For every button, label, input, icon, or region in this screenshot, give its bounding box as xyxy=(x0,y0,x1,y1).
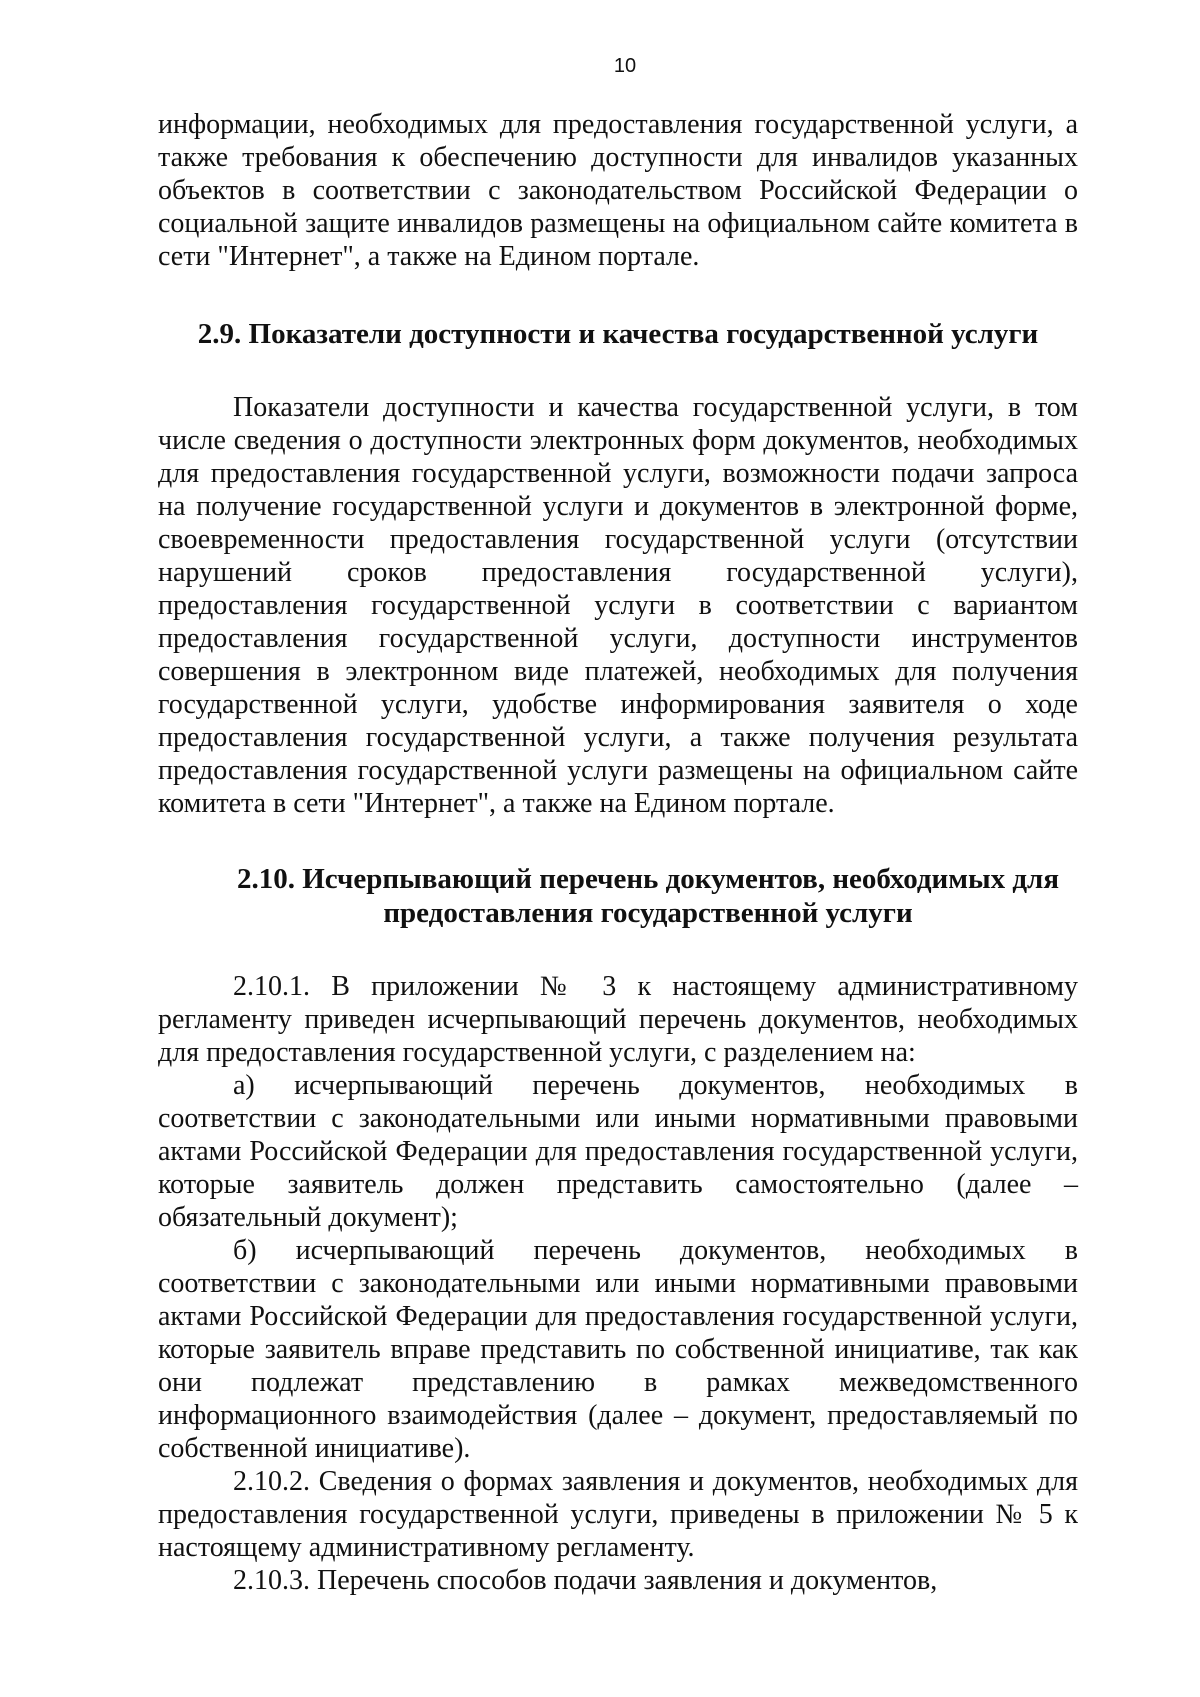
paragraph-2-10-3: 2.10.3. Перечень способов подачи заявления и документов, xyxy=(233,1565,938,1596)
list-item-a: а) исчерпывающий перечень документов, необходимых в соответствии с законодательными или иными нормативными правовыми актами Российской Федерации для предоставления государственной услуги, которые заявитель должен представить самостоятельно (далее – обязательный документ); xyxy=(158,1070,1078,1233)
intro-paragraph: информации, необходимых для предоставления государственной услуги, а также требования к обеспечению доступности для инвалидов указанных объектов в соответствии с законодательством Российской Федерации о социальной защите инвалидов размещены на официальном сайте комитета в сети "Интернет", а также на Едином портале. xyxy=(158,109,1078,272)
list-item-b: б) исчерпывающий перечень документов, необходимых в соответствии с законодательными или иными нормативными правовыми актами Российской Федерации для предоставления государственной услуги, которые заявитель вправе представить по собственной инициативе, так как они подлежат представлению в рамках межведомственного информационного взаимодействия (далее – документ, предоставляемый по собственной инициативе). xyxy=(158,1235,1078,1464)
document-body xyxy=(158,108,1078,1597)
section-2-10-heading: 2.10. Исчерпывающий перечень документов, необходимых для предоставления государственной услуги xyxy=(236,863,1060,929)
section-2-9-heading: 2.9. Показатели доступности и качества государственной услуги xyxy=(197,318,1039,350)
page-number: 10 xyxy=(613,55,637,77)
paragraph-2-10-1: 2.10.1. В приложении № 3 к настоящему административному регламенту приведен исчерпывающий перечень документов, необходимых для предоставления государственной услуги, с разделением на: xyxy=(158,971,1078,1068)
section-2-9-paragraph: Показатели доступности и качества государственной услуги, в том числе сведения о доступности электронных форм документов, необходимых для предоставления государственной услуги, возможности подачи запроса на получение государственной услуги и документов в электронной форме, своевременности предоставления государственной услуги (отсутствии нарушений сроков предоставления государственной услуги), предоставления государственной услуги в соответствии с вариантом предоставления государственной услуги, доступности инструментов совершения в электронном виде платежей, необходимых для получения государственной услуги, удобстве информирования заявителя о ходе предоставления государственной услуги, а также получения результата предоставления государственной услуги размещены на официальном сайте комитета в сети "Интернет", а также на Едином портале. xyxy=(158,392,1078,819)
paragraph-2-10-2: 2.10.2. Сведения о формах заявления и документов, необходимых для предоставления государственной услуги, приведены в приложении № 5 к настоящему административному регламенту. xyxy=(158,1466,1078,1563)
